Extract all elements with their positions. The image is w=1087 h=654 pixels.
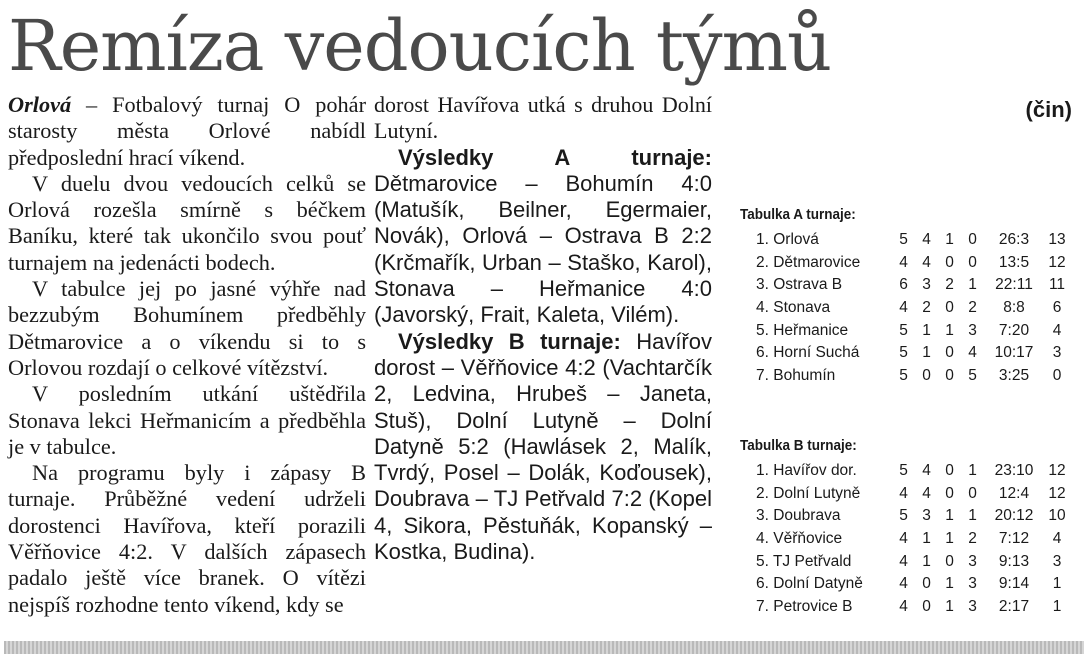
table-row xyxy=(740,274,1070,297)
games-played: 5 xyxy=(899,462,908,480)
table-row xyxy=(740,229,1070,252)
article-column-3 xyxy=(738,97,1072,123)
score: 2:17 xyxy=(998,597,1030,615)
games-played: 4 xyxy=(899,299,908,317)
wins: 1 xyxy=(922,552,931,570)
team-name: 1. Orlová xyxy=(756,231,819,249)
results-a-label: Výsledky A turnaje: xyxy=(398,144,712,170)
wins: 1 xyxy=(922,530,931,548)
score: 9:13 xyxy=(998,552,1030,570)
losses: 0 xyxy=(968,253,977,271)
games-played: 4 xyxy=(899,484,908,502)
games-played: 6 xyxy=(899,276,908,294)
losses: 1 xyxy=(968,276,977,294)
wins: 1 xyxy=(922,321,931,339)
points: 10 xyxy=(1048,507,1066,525)
games-played: 4 xyxy=(899,597,908,615)
table-a xyxy=(740,229,1070,387)
table-a-title: Tabulka A turnaje: xyxy=(740,206,856,223)
results-a xyxy=(374,145,712,329)
paragraph-2: V duelu dvou vedoucích celků se Orlová rozešla smírně s béčkem Baníku, které tak ukončilo svou pouť turnajem na jedenácti bodech. xyxy=(8,170,366,275)
paragraph-5-continued: dorost Havířova utká s druhou Dolní Lutyní. xyxy=(374,92,712,144)
team-name: 7. Petrovice B xyxy=(756,597,853,615)
points: 4 xyxy=(1052,321,1062,339)
table-row xyxy=(740,460,1070,483)
article-column-2 xyxy=(374,92,712,565)
losses: 4 xyxy=(968,344,977,362)
table-row xyxy=(740,505,1070,528)
table-row xyxy=(740,483,1070,506)
draws: 0 xyxy=(945,462,954,480)
wins: 0 xyxy=(922,597,931,615)
team-name: 3. Doubrava xyxy=(756,507,841,525)
bottom-rule xyxy=(4,641,1084,654)
intro-text: – Fotbalový turnaj O pohár starosty města Orlové nabídl předposlední hrací víkend. xyxy=(8,92,366,170)
losses: 2 xyxy=(968,299,977,317)
paragraph-3: V tabulce jej po jasné výhře nad bezzubým Bohumínem předběhly Dětmarovice a o víkendu si to s Orlovou rozdají o celkové vítězství. xyxy=(8,276,366,380)
results-b-text: Havířov dorost – Věřňovice 4:2 (Vachtarčík 2, Ledvina, Hrubeš – Janeta, Stuš), Dolní Lutyně – Dolní Datyně 5:2 (Hawlásek 2, Malík, Tvrdý, Posel – Dolák, Koďousek), Doubrava – TJ Petřvald 7:2 (Kopel 4, Sikora, Pěstuňák, Kopanský – Kostka, Budina). xyxy=(374,328,712,565)
team-name: 2. Dětmarovice xyxy=(756,253,861,271)
points: 1 xyxy=(1052,575,1062,593)
standings-table-b xyxy=(740,436,1075,618)
losses: 1 xyxy=(968,462,977,480)
draws: 1 xyxy=(945,507,954,525)
score: 9:14 xyxy=(998,575,1030,593)
table-row xyxy=(740,319,1070,342)
table-row xyxy=(740,252,1070,275)
points: 3 xyxy=(1052,552,1062,570)
losses: 5 xyxy=(968,366,977,384)
draws: 1 xyxy=(945,231,954,249)
points: 0 xyxy=(1052,366,1062,384)
draws: 1 xyxy=(945,530,954,548)
losses: 3 xyxy=(968,597,977,615)
score: 8:8 xyxy=(1003,299,1025,317)
games-played: 4 xyxy=(899,253,908,271)
team-name: 5. Heřmanice xyxy=(756,321,849,339)
wins: 4 xyxy=(922,484,931,502)
games-played: 4 xyxy=(899,552,908,570)
draws: 0 xyxy=(945,484,954,502)
score: 26:3 xyxy=(998,231,1030,249)
wins: 4 xyxy=(922,231,931,249)
games-played: 5 xyxy=(899,231,908,249)
team-name: 3. Ostrava B xyxy=(756,276,843,294)
location-dateline: Orlová xyxy=(8,92,72,117)
results-b xyxy=(374,329,712,566)
team-name: 4. Stonava xyxy=(756,299,831,317)
team-name: 7. Bohumín xyxy=(756,366,836,384)
games-played: 4 xyxy=(899,530,908,548)
paragraph-4: V posledním utkání uštědřila Stonava lekci Heřmanicím a předběhla je v tabulce. xyxy=(8,381,366,459)
games-played: 5 xyxy=(899,507,908,525)
paragraph-intro xyxy=(8,92,366,171)
games-played: 5 xyxy=(899,321,908,339)
score: 7:20 xyxy=(998,321,1030,339)
draws: 0 xyxy=(945,344,954,362)
headline: Remíza vedoucích týmů xyxy=(8,5,832,87)
draws: 1 xyxy=(945,597,954,615)
wins: 4 xyxy=(922,462,931,480)
draws: 0 xyxy=(945,366,954,384)
points: 12 xyxy=(1048,253,1066,271)
draws: 2 xyxy=(945,276,954,294)
points: 12 xyxy=(1048,484,1066,502)
team-name: 5. TJ Petřvald xyxy=(756,552,852,570)
table-row xyxy=(740,528,1070,551)
score: 7:12 xyxy=(998,530,1030,548)
losses: 1 xyxy=(968,507,977,525)
table-row xyxy=(740,573,1070,596)
wins: 2 xyxy=(922,299,931,317)
table-row xyxy=(740,596,1070,619)
wins: 0 xyxy=(922,366,931,384)
draws: 0 xyxy=(945,253,954,271)
points: 12 xyxy=(1048,462,1066,480)
score: 10:17 xyxy=(994,344,1034,362)
team-name: 4. Věřňovice xyxy=(756,530,843,548)
wins: 0 xyxy=(922,575,931,593)
score: 23:10 xyxy=(994,462,1034,480)
results-a-text: Dětmarovice – Bohumín 4:0 (Matušík, Beilner, Egermaier, Novák), Orlová – Ostrava B 2:2 (Krčmařík, Urban – Staško, Karol), Stonava – Heřmanice 4:0 (Javorský, Frait, Kaleta, Vilém). xyxy=(374,170,712,328)
points: 4 xyxy=(1052,530,1062,548)
score: 13:5 xyxy=(998,253,1030,271)
score: 20:12 xyxy=(994,507,1034,525)
table-row xyxy=(740,297,1070,320)
games-played: 5 xyxy=(899,344,908,362)
losses: 0 xyxy=(968,231,977,249)
draws: 1 xyxy=(945,321,954,339)
table-b xyxy=(740,460,1070,618)
table-b-title: Tabulka B turnaje: xyxy=(740,437,857,454)
score: 12:4 xyxy=(998,484,1030,502)
wins: 1 xyxy=(922,344,931,362)
draws: 0 xyxy=(945,552,954,570)
table-row xyxy=(740,365,1070,388)
results-b-label: Výsledky B turnaje: xyxy=(398,328,621,354)
games-played: 4 xyxy=(899,575,908,593)
standings-table-a xyxy=(740,205,1075,387)
table-row xyxy=(740,550,1070,573)
score: 22:11 xyxy=(995,276,1033,294)
points: 13 xyxy=(1048,231,1066,249)
paragraph-5: Na programu byly i zápasy B turnaje. Průběžné vedení udrželi dorostenci Havířova, kteří porazili Věřňovice 4:2. V dalších zápasech padalo ještě více branek. O vítězi nejspíš rozhodne tento víkend, kdy se xyxy=(8,460,366,617)
team-name: 2. Dolní Lutyně xyxy=(756,484,861,502)
losses: 0 xyxy=(968,484,977,502)
wins: 4 xyxy=(922,253,931,271)
points: 3 xyxy=(1052,344,1062,362)
points: 11 xyxy=(1048,276,1066,294)
score: 3:25 xyxy=(998,366,1030,384)
table-row xyxy=(740,342,1070,365)
team-name: 6. Dolní Datyně xyxy=(756,575,863,593)
team-name: 1. Havířov dor. xyxy=(756,462,857,480)
draws: 0 xyxy=(945,299,954,317)
losses: 2 xyxy=(968,530,977,548)
wins: 3 xyxy=(922,276,931,294)
team-name: 6. Horní Suchá xyxy=(756,344,860,362)
points: 6 xyxy=(1052,299,1062,317)
games-played: 5 xyxy=(899,366,908,384)
article-column-1 xyxy=(8,92,366,618)
losses: 3 xyxy=(968,552,977,570)
losses: 3 xyxy=(968,321,977,339)
author-signature: (čin) xyxy=(1025,97,1072,122)
losses: 3 xyxy=(968,575,977,593)
draws: 1 xyxy=(945,575,954,593)
points: 1 xyxy=(1052,597,1062,615)
wins: 3 xyxy=(922,507,931,525)
